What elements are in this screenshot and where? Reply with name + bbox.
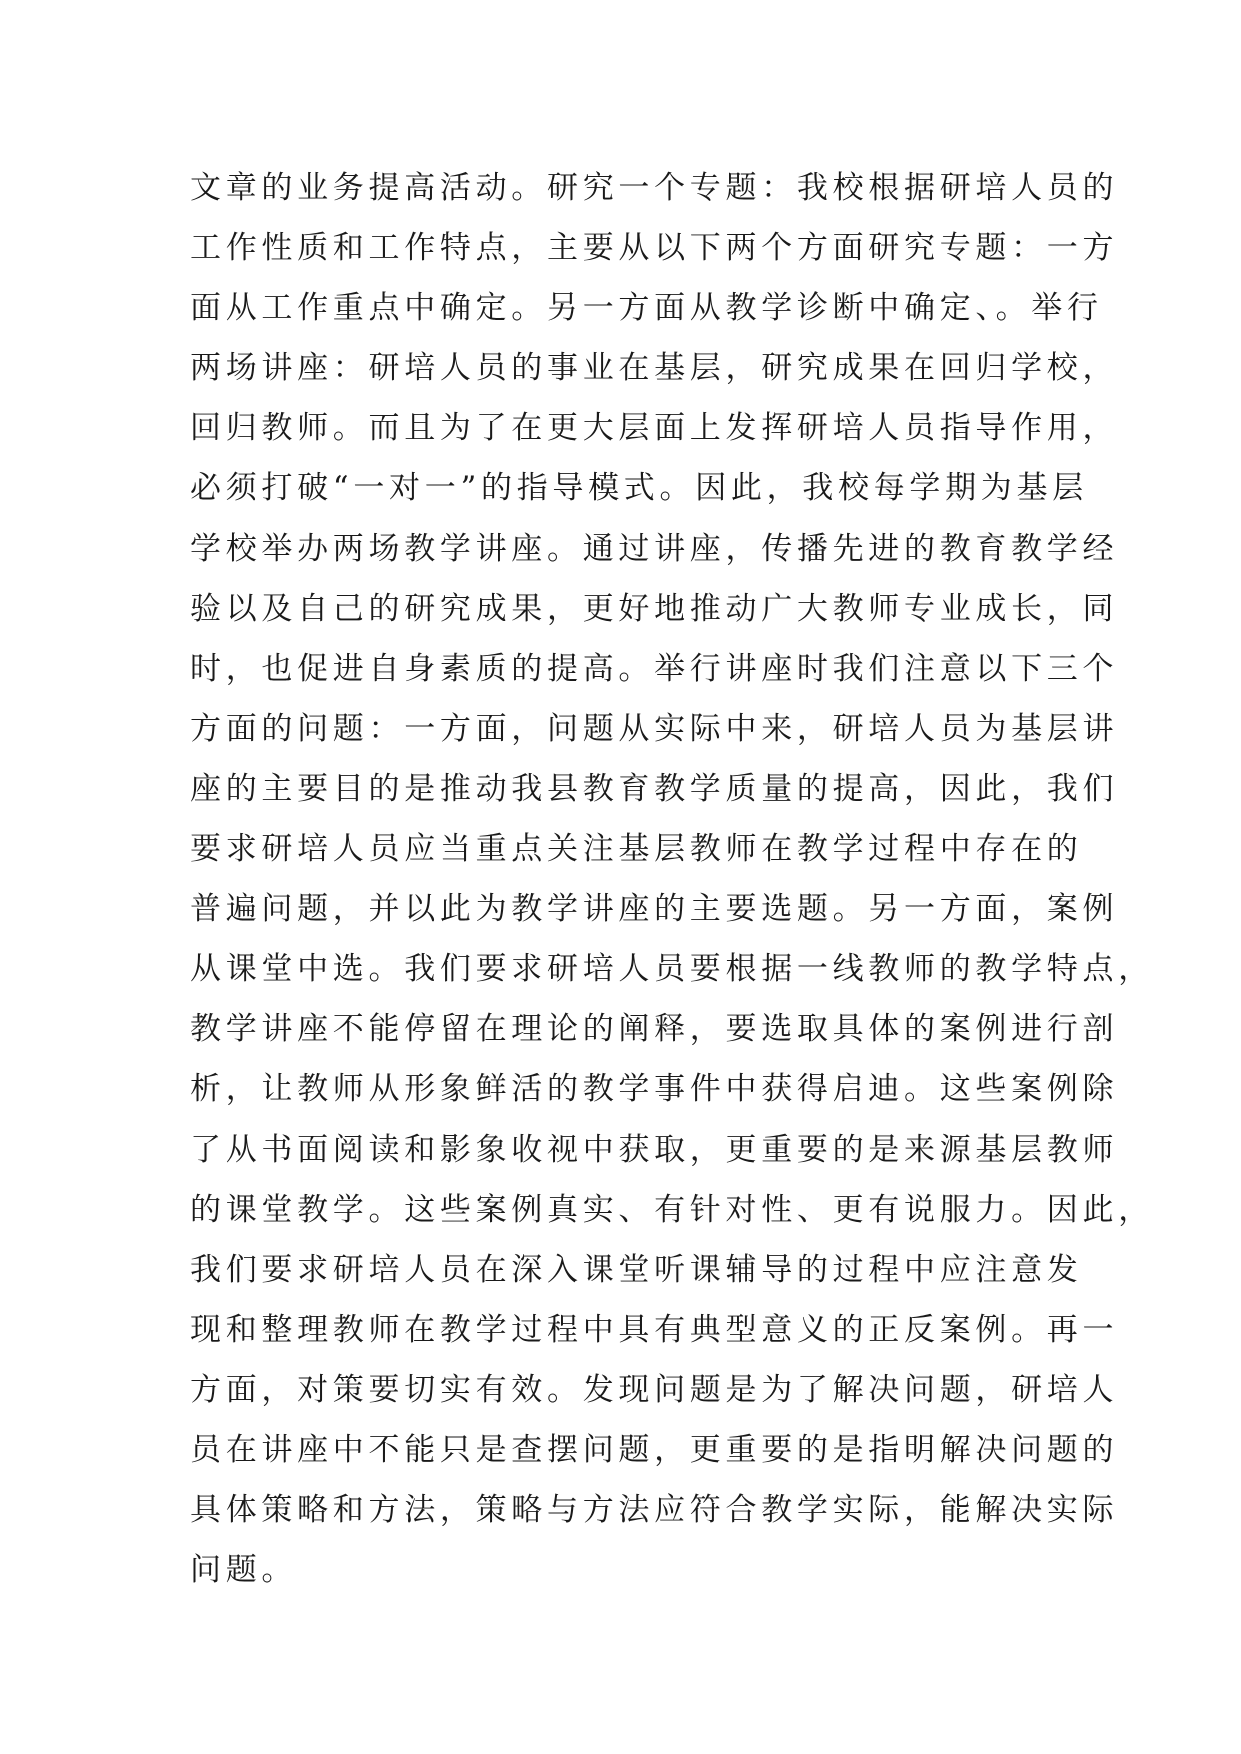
text-line: 我们要求研培人员在深入课堂听课辅导的过程中应注意发 <box>190 1251 1083 1288</box>
text-line: 问题。 <box>190 1552 298 1589</box>
text-line: 时，也促进自身素质的提高。举行讲座时我们注意以下三个 <box>190 650 1119 687</box>
text-line: 现和整理教师在教学过程中具有典型意义的正反案例。再一 <box>190 1311 1119 1348</box>
text-line: 文章的业务提高活动。研究一个专题：我校根据研培人员的 <box>190 170 1119 206</box>
text-line: 教学讲座不能停留在理论的阐释，要选取具体的案例进行剖 <box>190 1011 1119 1048</box>
text-line: 回归教师。而且为了在更大层面上发挥研培人员指导作用， <box>190 410 1119 447</box>
text-line: 学校举办两场教学讲座。通过讲座，传播先进的教育教学经 <box>190 530 1119 567</box>
text-line: 的课堂教学。这些案例真实、有针对性、更有说服力。因此， <box>190 1191 1154 1228</box>
text-line: 析，让教师从形象鲜活的教学事件中获得启迪。这些案例除 <box>190 1071 1119 1108</box>
text-line: 了从书面阅读和影象收视中获取，更重要的是来源基层教师 <box>190 1131 1119 1168</box>
text-line: 验以及自己的研究成果，更好地推动广大教师专业成长，同 <box>190 590 1119 627</box>
text-line: 方面，对策要切实有效。发现问题是为了解决问题，研培人 <box>190 1371 1119 1408</box>
body-paragraph <box>190 158 1154 1600</box>
text-line: 座的主要目的是推动我县教育教学质量的提高，因此，我们 <box>190 770 1119 807</box>
text-line: 方面的问题：一方面，问题从实际中来，研培人员为基层讲 <box>190 710 1119 747</box>
text-line: 面从工作重点中确定。另一方面从教学诊断中确定、。举行 <box>190 290 1103 327</box>
text-line: 工作性质和工作特点，主要从以下两个方面研究专题：一方 <box>190 230 1119 267</box>
text-line: 普遍问题，并以此为教学讲座的主要选题。另一方面，案例 <box>190 891 1119 928</box>
text-line: 必须打破“一对一”的指导模式。因此，我校每学期为基层 <box>190 470 1088 507</box>
text-line: 两场讲座：研培人员的事业在基层，研究成果在回归学校， <box>190 350 1119 387</box>
text-line: 从课堂中选。我们要求研培人员要根据一线教师的教学特点， <box>190 951 1154 988</box>
text-line: 员在讲座中不能只是查摆问题，更重要的是指明解决问题的 <box>190 1431 1119 1468</box>
text-line: 具体策略和方法，策略与方法应符合教学实际，能解决实际 <box>190 1492 1119 1529</box>
text-line: 要求研培人员应当重点关注基层教师在教学过程中存在的 <box>190 831 1083 868</box>
